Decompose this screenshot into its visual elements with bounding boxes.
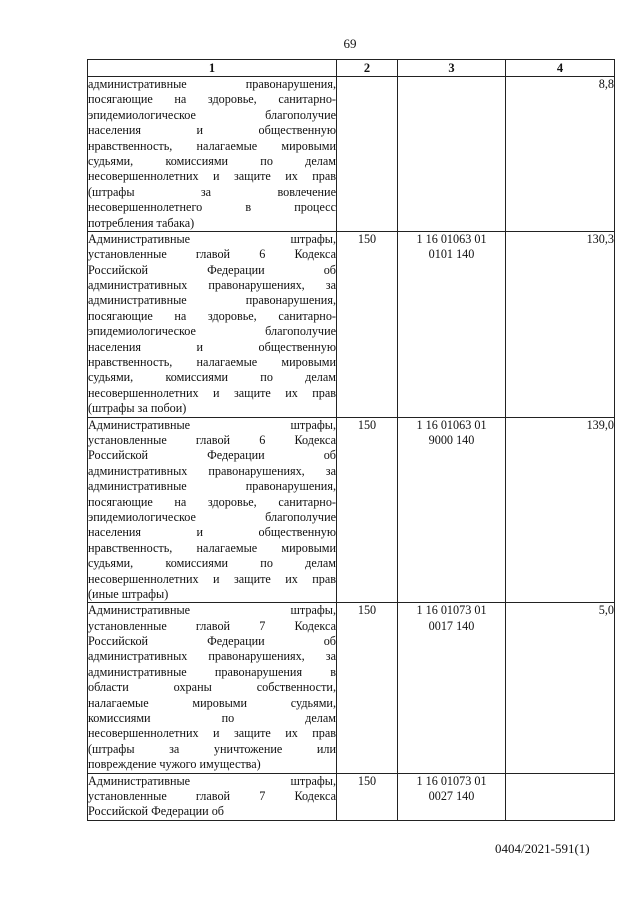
description-line: налагаемые мировыми судьями, [88,695,336,710]
description-line: административные правонарушения, [88,293,336,308]
description-line: несовершеннолетних и защите их прав [88,169,336,184]
budget-classification-code-cell [398,603,506,773]
description-line: несовершеннолетнего в процесс [88,200,336,215]
code-line: 1 16 01073 01 [416,603,487,618]
table-row [88,417,615,603]
description-line: повреждение чужого имущества) [88,757,261,772]
column-header-1: 1 [88,60,337,77]
code-line: 0017 140 [428,618,475,633]
table-row [88,77,615,232]
description-line: (штрафы за побои) [88,401,187,416]
description-line: посягающие на здоровье, санитарно- [88,494,336,509]
amount-cell: 5,0 [506,603,615,773]
description-line: населения и общественную [88,339,336,354]
description-line: административные правонарушения в [88,664,336,679]
code-line: 9000 140 [428,433,475,447]
description-line: Российской Федерации об [88,804,225,819]
description-line: административных правонарушениях, за [88,463,336,478]
description-line: судьями, комиссиями по делам [88,556,336,571]
admin-code-cell: 150 [337,417,398,603]
description-line: Российской Федерации об [88,448,336,463]
description-line: административные правонарушения, [88,479,336,494]
description-line: нравственность, налагаемые мировыми [88,138,336,153]
code-line: 0101 140 [428,247,475,262]
description-line: Административные штрафы, [88,773,336,788]
description-line: установленные главой 6 Кодекса [88,432,336,447]
budget-classification-code-cell [398,417,506,603]
description-line: Административные штрафы, [88,417,336,432]
description-line: Административные штрафы, [88,231,336,246]
budget-classification-code-cell [398,231,506,417]
description-line: установленные главой 7 Кодекса [88,788,336,803]
code-line: 1 16 01073 01 [416,773,487,788]
income-description-cell [88,773,337,820]
budget-classification-code-cell [398,773,506,820]
column-header-4: 4 [506,60,615,77]
income-description-cell [88,231,337,417]
description-line: административных правонарушениях, за [88,278,336,293]
description-line: административных правонарушениях, за [88,649,336,664]
description-line: несовершеннолетних и защите их прав [88,726,336,741]
admin-code-cell: 150 [337,231,398,417]
description-line: (иные штрафы) [88,586,169,601]
code-line: 1 16 01063 01 [416,417,487,432]
amount-cell: 139,0 [506,417,615,603]
description-line: области охраны собственности, [88,680,336,695]
description-line: нравственность, налагаемые мировыми [88,355,336,370]
amount-cell: 8,8 [506,77,615,232]
description-line: установленные главой 7 Кодекса [88,618,336,633]
description-line: населения и общественную [88,123,336,138]
description-line: административные правонарушения, [88,77,336,91]
admin-code-cell [337,77,398,232]
table-row [88,603,615,773]
description-line: судьями, комиссиями по делам [88,153,336,168]
admin-code-cell: 150 [337,773,398,820]
description-line: комиссиями по делам [88,711,336,726]
budget-revenue-table [87,59,615,821]
description-line: несовершеннолетних и защите их прав [88,385,336,400]
page-number: 69 [343,36,357,51]
description-line: установленные главой 6 Кодекса [88,247,336,262]
admin-code-cell: 150 [337,603,398,773]
description-line: (штрафы за уничтожение или [88,741,336,756]
code-line: 0027 140 [428,788,475,803]
description-line: эпидемиологическое благополучие [88,509,336,524]
description-line: (штрафы за вовлечение [88,184,336,199]
description-line: посягающие на здоровье, санитарно- [88,92,336,107]
column-header-3: 3 [398,60,506,77]
document-number: 0404/2021-591(1) [495,841,590,856]
description-line: Административные штрафы, [88,603,336,618]
amount-cell [506,773,615,820]
description-line: посягающие на здоровье, санитарно- [88,308,336,323]
description-line: судьями, комиссиями по делам [88,370,336,385]
description-line: эпидемиологическое благополучие [88,324,336,339]
table-header-row [88,60,615,77]
budget-classification-code-cell [398,77,506,232]
income-description-cell [88,77,337,232]
code-line: 1 16 01063 01 [416,231,487,246]
description-line: Российской Федерации об [88,634,336,649]
amount-cell: 130,3 [506,231,615,417]
description-line: населения и общественную [88,525,336,540]
table-row [88,231,615,417]
column-header-2: 2 [337,60,398,77]
income-description-cell [88,603,337,773]
description-line: потребления табака) [88,215,195,230]
table-body [88,77,615,821]
description-line: Российской Федерации об [88,262,336,277]
table-row [88,773,615,820]
description-line: эпидемиологическое благополучие [88,107,336,122]
income-description-cell [88,417,337,603]
description-line: нравственность, налагаемые мировыми [88,540,336,555]
description-line: несовершеннолетних и защите их прав [88,571,336,586]
